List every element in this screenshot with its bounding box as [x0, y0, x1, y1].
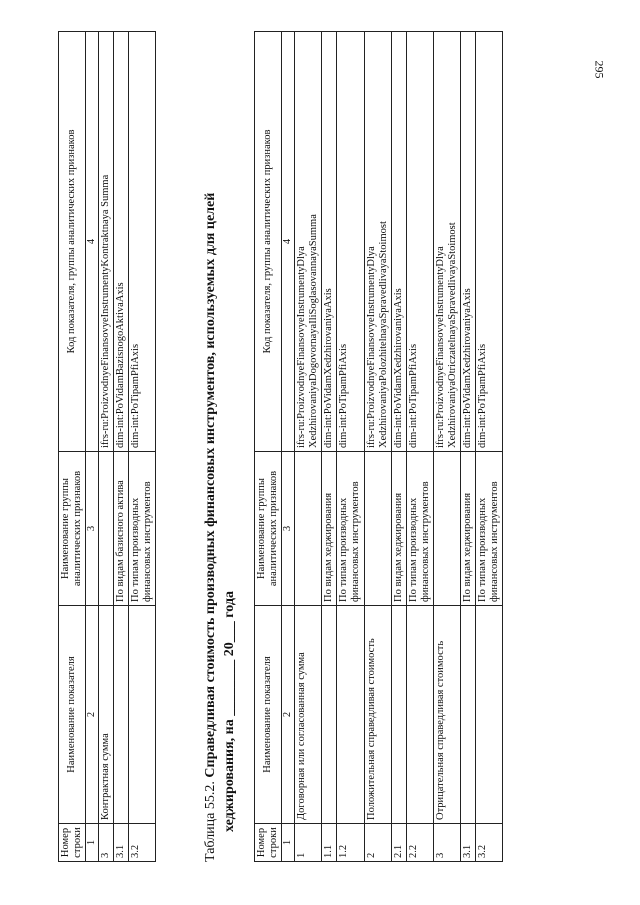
row-number: 2.1	[391, 824, 406, 862]
group-name: По типам производных финансовых инструментов	[129, 452, 156, 606]
header-row-number: Номер строки	[59, 824, 86, 862]
table-row	[433, 32, 460, 862]
column-number: 4	[86, 32, 99, 452]
indicator-name	[476, 606, 503, 824]
group-name	[99, 452, 114, 606]
row-number: 3.1	[460, 824, 475, 862]
row-number: 1.2	[337, 824, 364, 862]
header-code: Код показателя, группы аналитических признаков	[59, 32, 86, 452]
group-name: По видам базисного актива	[114, 452, 129, 606]
table-row	[391, 32, 406, 862]
row-number: 1	[295, 824, 322, 862]
column-number: 3	[282, 452, 295, 606]
column-number: 2	[86, 606, 99, 824]
indicator-name: Отрицательная справедливая стоимость	[433, 606, 460, 824]
indicator-code: ifrs-ru:ProizvodnyeFinansovyeInstrumentyDlya XedzhirovaniyaDogovornayaIliSoglasovannayaSumma	[295, 32, 322, 452]
indicator-name	[460, 606, 475, 824]
header-row	[59, 32, 86, 862]
header-row-number: Номер строки	[255, 824, 282, 862]
header-indicator-name: Наименование показателя	[59, 606, 86, 824]
column-number-row	[282, 32, 295, 862]
indicator-code: ifrs-ru:ProizvodnyeFinansovyeInstrumentyDlya XedzhirovaniyaOtriczatelnayaSpravedlivayaStoimost	[433, 32, 460, 452]
indicator-name	[129, 606, 156, 824]
table-row	[99, 32, 114, 862]
indicator-name	[322, 606, 337, 824]
row-number: 3	[99, 824, 114, 862]
group-name	[295, 452, 322, 606]
table-row	[406, 32, 433, 862]
indicator-name	[337, 606, 364, 824]
group-name: По видам хеджирования	[391, 452, 406, 606]
group-name: По типам производных финансовых инструментов	[337, 452, 364, 606]
indicator-name	[391, 606, 406, 824]
column-number: 3	[86, 452, 99, 606]
table-caption	[202, 32, 240, 862]
bottom-table-block	[254, 32, 503, 862]
table-row	[295, 32, 322, 862]
table-caption-title: Справедливая стоимость производных финансовых инструментов, используемых для целей	[203, 192, 218, 778]
table-row	[322, 32, 337, 862]
column-number: 1	[282, 824, 295, 862]
indicator-code: ifrs-ru:ProizvodnyeFinansovyeInstrumentyKontraktnaya Summa	[99, 32, 114, 452]
indicator-code: dim-int:PoVidamBazisnogoAktivaAxis	[114, 32, 129, 452]
table-row	[337, 32, 364, 862]
bottom-table	[254, 31, 503, 862]
header-row	[255, 32, 282, 862]
indicator-name	[406, 606, 433, 824]
group-name: По типам производных финансовых инструментов	[406, 452, 433, 606]
row-number: 1.1	[322, 824, 337, 862]
indicator-code: dim-int:PoVidamXedzhirovaniyaAxis	[322, 32, 337, 452]
row-number: 2	[364, 824, 391, 862]
row-number: 3	[433, 824, 460, 862]
indicator-name	[114, 606, 129, 824]
table-row	[114, 32, 129, 862]
indicator-code: dim-int:PoVidamXedzhirovaniyaAxis	[460, 32, 475, 452]
indicator-code: dim-int:PoTipamPfiAxis	[129, 32, 156, 452]
indicator-code: dim-int:PoTipamPfiAxis	[476, 32, 503, 452]
header-code: Код показателя, группы аналитических признаков	[255, 32, 282, 452]
table-caption-date-line: хеджирования, на ________ 20___ года	[221, 591, 237, 832]
table-row	[364, 32, 391, 862]
column-number-row	[86, 32, 99, 862]
indicator-code: dim-int:PoTipamPfiAxis	[406, 32, 433, 452]
table-row	[476, 32, 503, 862]
row-number: 2.2	[406, 824, 433, 862]
table-caption-label: Таблица 55.2.	[203, 781, 218, 862]
group-name	[364, 452, 391, 606]
group-name: По видам хеджирования	[460, 452, 475, 606]
indicator-code: dim-int:PoTipamPfiAxis	[337, 32, 364, 452]
group-name: По типам производных финансовых инструментов	[476, 452, 503, 606]
row-number: 3.2	[476, 824, 503, 862]
indicator-code: dim-int:PoVidamXedzhirovaniyaAxis	[391, 32, 406, 452]
group-name: По видам хеджирования	[322, 452, 337, 606]
indicator-name: Договорная или согласованная сумма	[295, 606, 322, 824]
indicator-code: ifrs-ru:ProizvodnyeFinansovyeInstrumentyDlya XedzhirovaniyaPolozhitelnayaSpravedlivayaStoimost	[364, 32, 391, 452]
table-row	[460, 32, 475, 862]
top-table	[58, 31, 156, 862]
indicator-name: Контрактная сумма	[99, 606, 114, 824]
page-number: 295	[592, 60, 607, 79]
column-number: 1	[86, 824, 99, 862]
header-group-name: Наименование группы аналитических признаков	[59, 452, 86, 606]
top-table-block	[58, 32, 156, 862]
header-group-name: Наименование группы аналитических признаков	[255, 452, 282, 606]
column-number: 2	[282, 606, 295, 824]
row-number: 3.2	[129, 824, 156, 862]
group-name	[433, 452, 460, 606]
table-row	[129, 32, 156, 862]
column-number: 4	[282, 32, 295, 452]
indicator-name: Положительная справедливая стоимость	[364, 606, 391, 824]
header-indicator-name: Наименование показателя	[255, 606, 282, 824]
row-number: 3.1	[114, 824, 129, 862]
